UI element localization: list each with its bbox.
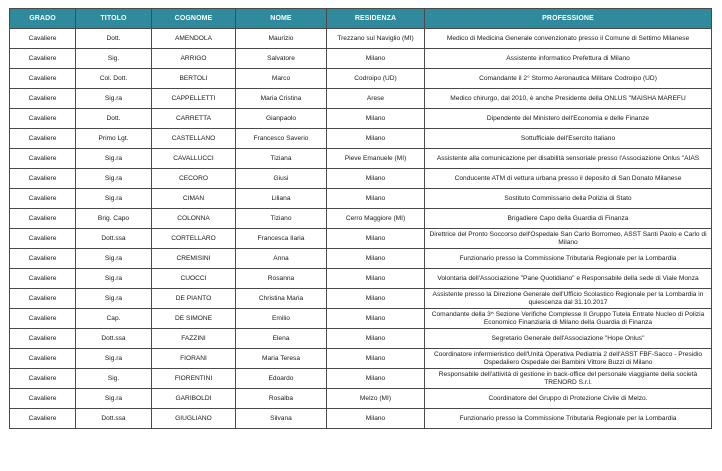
cell-professione: Dipendente del Ministero dell'Economia e delle Finanze — [425, 109, 712, 129]
cell-professione: Coordinatore del Gruppo di Protezione Civile di Melzo. — [425, 389, 712, 409]
header-nome: NOME — [236, 9, 327, 29]
cell-residenza: Milano — [327, 129, 425, 149]
cell-residenza: Melzo (MI) — [327, 389, 425, 409]
table-row — [10, 369, 712, 389]
cell-professione: Coordinatore infermieristico dell'Unità Operativa Pediatria 2 dell'ASST FBF-Sacco - Presidio Ospedaliero Ospedale dei Bambini Vittore Buzzi di Milano — [425, 349, 712, 369]
table-row — [10, 149, 712, 169]
cell-grado: Cavaliere — [10, 389, 76, 409]
cell-titolo: Sig.ra — [76, 289, 152, 309]
cell-residenza: Milano — [327, 269, 425, 289]
cell-professione: Assistente presso la Direzione Generale dell'Ufficio Scolastico Regionale per la Lombardia in quiescenza dal 31.10.2017 — [425, 289, 712, 309]
cell-grado: Cavaliere — [10, 409, 76, 429]
cell-nome: Anna — [236, 249, 327, 269]
cell-titolo: Dott.ssa — [76, 409, 152, 429]
honors-table-container — [9, 8, 711, 429]
cell-cognome: DE PIANTO — [152, 289, 236, 309]
cell-professione: Sottufficiale dell'Esercito Italiano — [425, 129, 712, 149]
cell-grado: Cavaliere — [10, 69, 76, 89]
cell-grado: Cavaliere — [10, 269, 76, 289]
cell-cognome: FIORANI — [152, 349, 236, 369]
cell-residenza: Arese — [327, 89, 425, 109]
cell-cognome: DE SIMONE — [152, 309, 236, 329]
cell-residenza: Milano — [327, 189, 425, 209]
cell-residenza: Milano — [327, 229, 425, 249]
cell-nome: Maurizio — [236, 29, 327, 49]
cell-titolo: Sig.ra — [76, 349, 152, 369]
cell-titolo: Col. Dott. — [76, 69, 152, 89]
cell-professione: Funzionario presso la Commissione Tributaria Regionale per la Lombardia — [425, 409, 712, 429]
header-titolo: TITOLO — [76, 9, 152, 29]
cell-grado: Cavaliere — [10, 229, 76, 249]
cell-nome: Rosalba — [236, 389, 327, 409]
cell-grado: Cavaliere — [10, 169, 76, 189]
cell-cognome: CREMISINI — [152, 249, 236, 269]
header-professione: PROFESSIONE — [425, 9, 712, 29]
cell-grado: Cavaliere — [10, 349, 76, 369]
cell-residenza: Milano — [327, 249, 425, 269]
cell-residenza: Milano — [327, 369, 425, 389]
honors-table — [9, 8, 712, 429]
cell-cognome: BERTOLI — [152, 69, 236, 89]
table-row — [10, 89, 712, 109]
cell-professione: Brigadiere Capo della Guardia di Finanza — [425, 209, 712, 229]
cell-professione: Sostituto Commissario della Polizia di Stato — [425, 189, 712, 209]
cell-grado: Cavaliere — [10, 109, 76, 129]
cell-cognome: AMENDOLA — [152, 29, 236, 49]
cell-professione: Comandante il 2° Stormo Aeronautica Militare Codroipo (UD) — [425, 69, 712, 89]
cell-professione: Direttrice del Pronto Soccorso dell'Ospedale San Carlo Borromeo, ASST Santi Paolo e Carlo di Milano — [425, 229, 712, 249]
table-row — [10, 409, 712, 429]
cell-cognome: COLONNA — [152, 209, 236, 229]
table-row — [10, 249, 712, 269]
header-grado: GRADO — [10, 9, 76, 29]
cell-residenza: Milano — [327, 289, 425, 309]
cell-grado: Cavaliere — [10, 189, 76, 209]
table-row — [10, 329, 712, 349]
table-row — [10, 49, 712, 69]
header-row — [10, 9, 712, 29]
cell-residenza: Milano — [327, 49, 425, 69]
cell-grado: Cavaliere — [10, 89, 76, 109]
cell-titolo: Dott. — [76, 109, 152, 129]
cell-grado: Cavaliere — [10, 149, 76, 169]
cell-nome: Liliana — [236, 189, 327, 209]
cell-nome: Silvana — [236, 409, 327, 429]
cell-grado: Cavaliere — [10, 309, 76, 329]
cell-grado: Cavaliere — [10, 289, 76, 309]
cell-nome: Maria Teresa — [236, 349, 327, 369]
table-row — [10, 289, 712, 309]
cell-residenza: Milano — [327, 169, 425, 189]
table-row — [10, 189, 712, 209]
cell-titolo: Sig.ra — [76, 89, 152, 109]
header-residenza: RESIDENZA — [327, 9, 425, 29]
cell-titolo: Sig.ra — [76, 249, 152, 269]
table-row — [10, 269, 712, 289]
cell-cognome: FAZZINI — [152, 329, 236, 349]
cell-residenza: Milano — [327, 349, 425, 369]
cell-titolo: Sig.ra — [76, 189, 152, 209]
cell-professione: Responsabile dell'attività di gestione in back-office del personale viaggiante della società TRENORD S.r.l. — [425, 369, 712, 389]
cell-nome: Francesco Saverio — [236, 129, 327, 149]
cell-grado: Cavaliere — [10, 49, 76, 69]
cell-professione: Assistente informatico Prefettura di Milano — [425, 49, 712, 69]
cell-grado: Cavaliere — [10, 129, 76, 149]
cell-grado: Cavaliere — [10, 369, 76, 389]
cell-cognome: GARIBOLDI — [152, 389, 236, 409]
cell-professione: Assistente alla comunicazione per disabilità sensoriale presso l'Associazione Onlus "AIAS — [425, 149, 712, 169]
table-row — [10, 209, 712, 229]
cell-professione: Segretario Generale dell'Associazione "Hope Onlus" — [425, 329, 712, 349]
cell-cognome: CUOCCI — [152, 269, 236, 289]
cell-nome: Gianpaolo — [236, 109, 327, 129]
cell-residenza: Milano — [327, 329, 425, 349]
cell-grado: Cavaliere — [10, 29, 76, 49]
cell-professione: Conducente ATM di vettura urbana presso il deposito di San Donato Milanese — [425, 169, 712, 189]
cell-nome: Edoardo — [236, 369, 327, 389]
cell-nome: Francesca Ilaria — [236, 229, 327, 249]
cell-titolo: Sig.ra — [76, 169, 152, 189]
cell-cognome: CARRETTA — [152, 109, 236, 129]
cell-professione: Medico di Medicina Generale convenzionato presso il Comune di Settimo Milanese — [425, 29, 712, 49]
cell-residenza: Trezzano sul Naviglio (MI) — [327, 29, 425, 49]
cell-cognome: CECORO — [152, 169, 236, 189]
cell-professione: Funzionario presso la Commissione Tributaria Regionale per la Lombardia — [425, 249, 712, 269]
cell-grado: Cavaliere — [10, 329, 76, 349]
cell-titolo: Sig.ra — [76, 389, 152, 409]
cell-nome: Maria Cristina — [236, 89, 327, 109]
cell-cognome: CAPPELLETTI — [152, 89, 236, 109]
cell-grado: Cavaliere — [10, 249, 76, 269]
cell-cognome: FIORENTINI — [152, 369, 236, 389]
cell-nome: Tiziano — [236, 209, 327, 229]
cell-professione: Volontaria dell'Associazione "Pane Quotidiano" e Responsabile della sede di Viale Monza — [425, 269, 712, 289]
table-row — [10, 229, 712, 249]
table-header — [10, 9, 712, 29]
cell-residenza: Milano — [327, 409, 425, 429]
cell-cognome: CORTELLARO — [152, 229, 236, 249]
cell-cognome: ARRIGO — [152, 49, 236, 69]
cell-nome: Giusi — [236, 169, 327, 189]
table-row — [10, 349, 712, 369]
cell-nome: Christina Maria — [236, 289, 327, 309]
table-row — [10, 129, 712, 149]
cell-titolo: Dott.ssa — [76, 329, 152, 349]
cell-residenza: Pieve Emanuele (MI) — [327, 149, 425, 169]
table-row — [10, 309, 712, 329]
cell-cognome: CASTELLANO — [152, 129, 236, 149]
cell-residenza: Milano — [327, 109, 425, 129]
table-row — [10, 389, 712, 409]
cell-titolo: Sig. — [76, 49, 152, 69]
cell-nome: Elena — [236, 329, 327, 349]
cell-residenza: Codroipo (UD) — [327, 69, 425, 89]
cell-nome: Tiziana — [236, 149, 327, 169]
cell-professione: Comandante della 3^ Sezione Verifiche Complesse II Gruppo Tutela Entrate Nucleo di Polizia Economico Finanziaria di Milano della Guardia di Finanza — [425, 309, 712, 329]
table-row — [10, 109, 712, 129]
table-row — [10, 69, 712, 89]
table-body — [10, 29, 712, 429]
cell-titolo: Primo Lgt. — [76, 129, 152, 149]
cell-titolo: Brig. Capo — [76, 209, 152, 229]
table-row — [10, 169, 712, 189]
cell-professione: Medico chirurgo, dal 2010, è anche Presidente della ONLUS "MAISHA MAREFU — [425, 89, 712, 109]
cell-cognome: GIUGLIANO — [152, 409, 236, 429]
cell-cognome: CIMAN — [152, 189, 236, 209]
header-cognome: COGNOME — [152, 9, 236, 29]
table-row — [10, 29, 712, 49]
cell-residenza: Milano — [327, 309, 425, 329]
cell-grado: Cavaliere — [10, 209, 76, 229]
cell-residenza: Cerro Maggiore (MI) — [327, 209, 425, 229]
cell-nome: Rosanna — [236, 269, 327, 289]
cell-titolo: Dott. — [76, 29, 152, 49]
cell-titolo: Sig.ra — [76, 269, 152, 289]
cell-titolo: Dott.ssa — [76, 229, 152, 249]
cell-titolo: Sig.ra — [76, 149, 152, 169]
cell-titolo: Sig. — [76, 369, 152, 389]
cell-titolo: Cap. — [76, 309, 152, 329]
cell-nome: Emilio — [236, 309, 327, 329]
cell-nome: Salvatore — [236, 49, 327, 69]
cell-cognome: CAVALLUCCI — [152, 149, 236, 169]
cell-nome: Marco — [236, 69, 327, 89]
